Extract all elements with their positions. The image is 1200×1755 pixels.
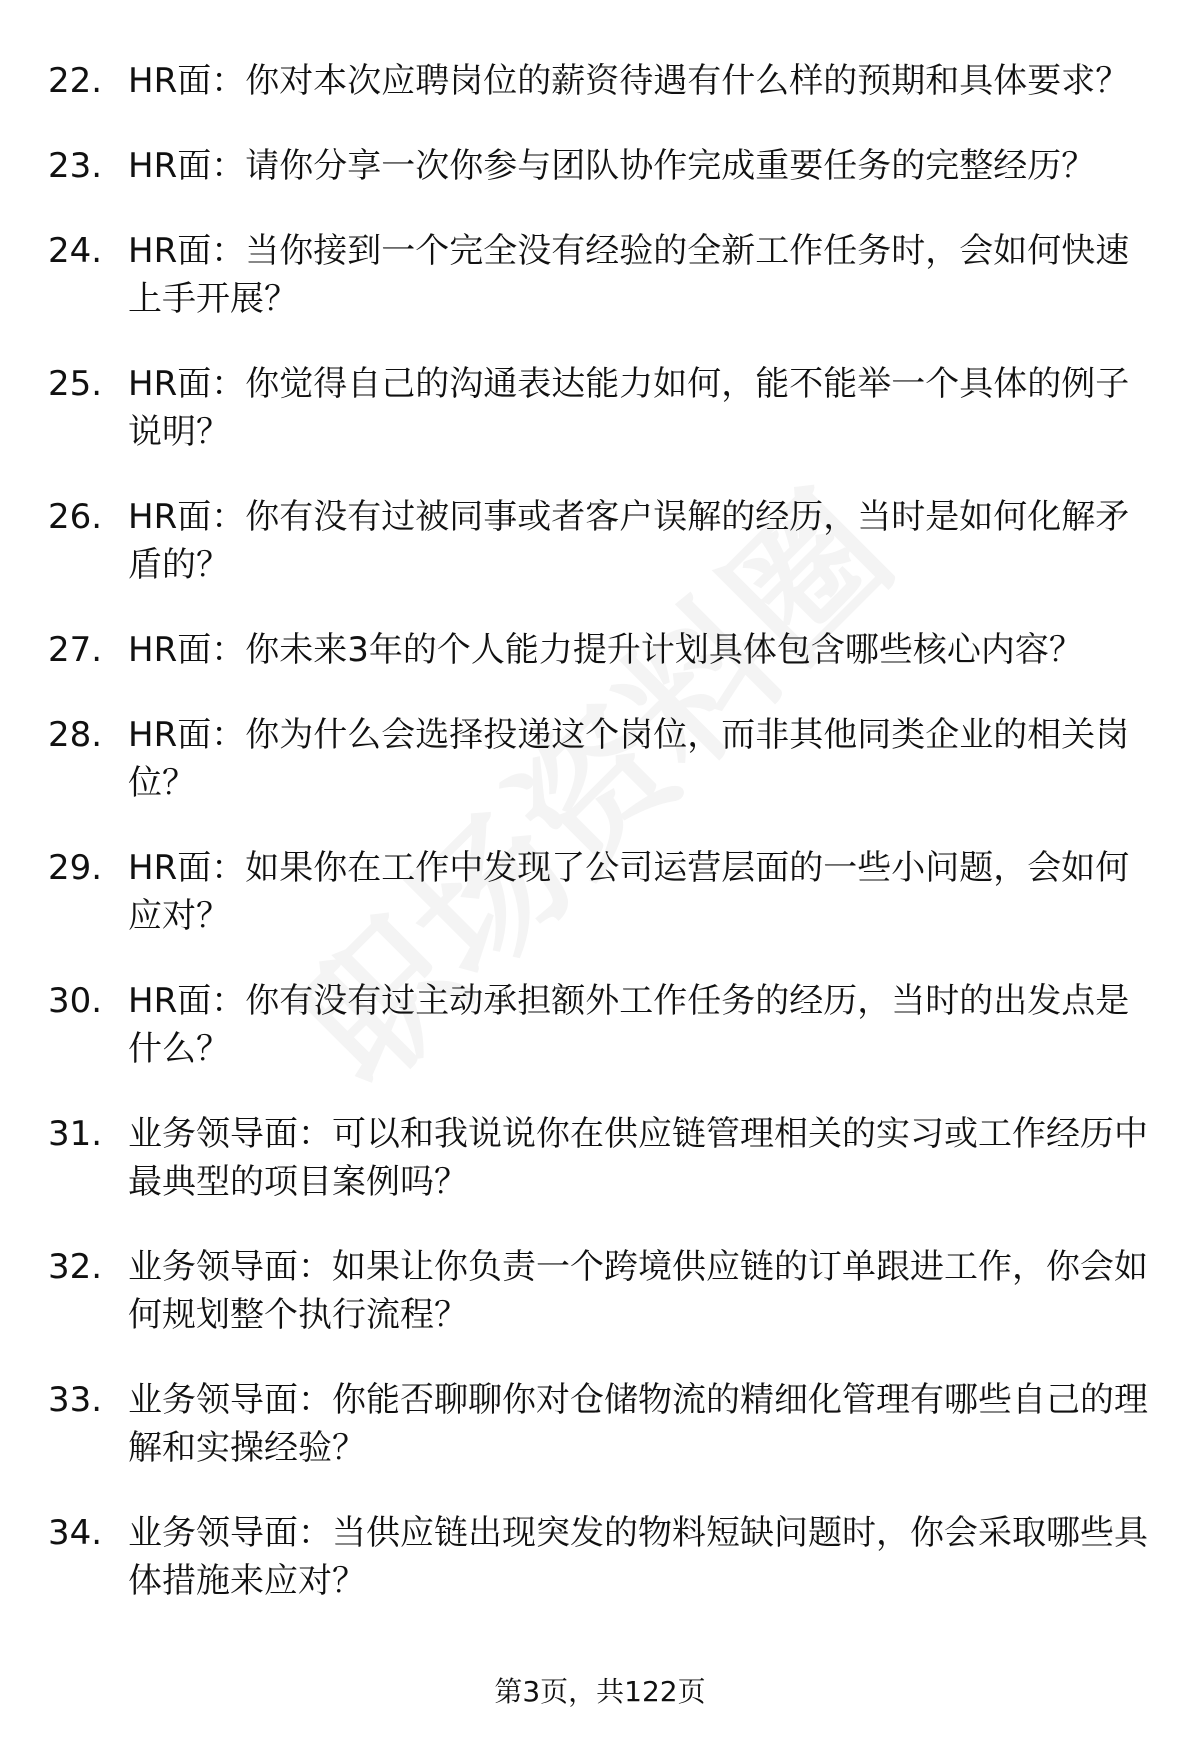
question-number: 30. bbox=[48, 981, 103, 1021]
question-number: 33. bbox=[48, 1380, 103, 1420]
question-number: 28. bbox=[48, 715, 103, 755]
list-item bbox=[0, 1509, 1200, 1605]
page-number-footer: 第3页，共122页 bbox=[494, 1675, 706, 1708]
list-item bbox=[0, 1243, 1200, 1339]
question-number: 25. bbox=[48, 364, 103, 404]
question-number: 32. bbox=[48, 1247, 103, 1287]
question-text: 业务领导面：当供应链出现突发的物料短缺问题时，你会采取哪些具体措施来应对？ bbox=[128, 1513, 1148, 1601]
list-item bbox=[0, 711, 1200, 807]
question-text: HR面：请你分享一次你参与团队协作完成重要任务的完整经历？ bbox=[128, 146, 1096, 186]
question-number: 27. bbox=[48, 630, 103, 670]
list-item bbox=[0, 227, 1200, 323]
question-text: HR面：当你接到一个完全没有经验的全新工作任务时，会如何快速上手开展？ bbox=[128, 231, 1130, 319]
question-number: 23. bbox=[48, 146, 103, 186]
question-text: HR面：你有没有过主动承担额外工作任务的经历，当时的出发点是什么？ bbox=[128, 981, 1130, 1069]
list-item bbox=[0, 977, 1200, 1073]
list-item bbox=[0, 1110, 1200, 1206]
question-number: 29. bbox=[48, 848, 103, 888]
question-number: 26. bbox=[48, 497, 103, 537]
question-list bbox=[0, 57, 1200, 1642]
list-item bbox=[0, 844, 1200, 940]
list-item bbox=[0, 360, 1200, 456]
list-item bbox=[0, 142, 1200, 190]
question-text: HR面：如果你在工作中发现了公司运营层面的一些小问题，会如何应对？ bbox=[128, 848, 1130, 936]
list-item bbox=[0, 1376, 1200, 1472]
question-text: 业务领导面：你能否聊聊你对仓储物流的精细化管理有哪些自己的理解和实操经验？ bbox=[128, 1380, 1148, 1468]
list-item bbox=[0, 626, 1200, 674]
list-item bbox=[0, 57, 1200, 105]
question-number: 24. bbox=[48, 231, 103, 271]
question-text: HR面：你觉得自己的沟通表达能力如何，能不能举一个具体的例子说明？ bbox=[128, 364, 1130, 452]
question-text: HR面：你未来3年的个人能力提升计划具体包含哪些核心内容？ bbox=[128, 630, 1083, 670]
question-text: HR面：你有没有过被同事或者客户误解的经历，当时是如何化解矛盾的？ bbox=[128, 497, 1130, 585]
question-text: 业务领导面：如果让你负责一个跨境供应链的订单跟进工作，你会如何规划整个执行流程？ bbox=[128, 1247, 1148, 1335]
question-text: HR面：你为什么会选择投递这个岗位，而非其他同类企业的相关岗位？ bbox=[128, 715, 1130, 803]
question-number: 34. bbox=[48, 1513, 103, 1553]
question-number: 31. bbox=[48, 1114, 103, 1154]
question-text: 业务领导面：可以和我说说你在供应链管理相关的实习或工作经历中最典型的项目案例吗？ bbox=[128, 1114, 1148, 1202]
question-number: 22. bbox=[48, 61, 103, 101]
question-text: HR面：你对本次应聘岗位的薪资待遇有什么样的预期和具体要求？ bbox=[128, 61, 1130, 101]
list-item bbox=[0, 493, 1200, 589]
